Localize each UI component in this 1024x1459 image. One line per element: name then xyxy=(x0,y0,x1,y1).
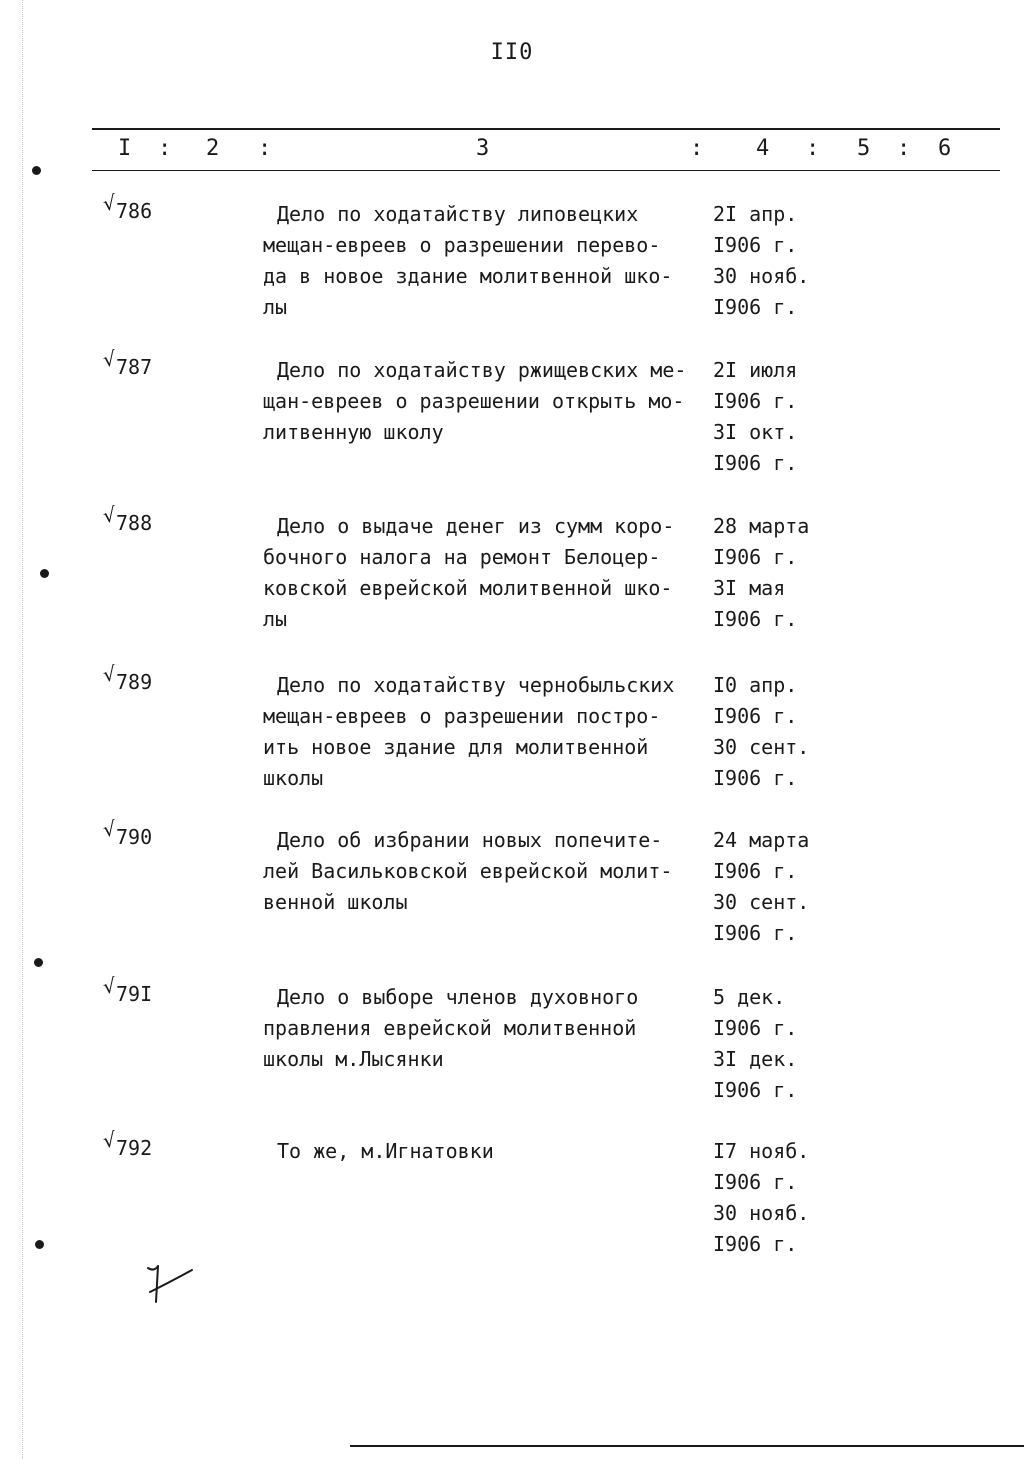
entry-title xyxy=(263,355,713,448)
checkmark-icon: √ xyxy=(101,1127,118,1153)
page-number: II0 xyxy=(490,40,534,65)
column-header-2: 2 xyxy=(206,136,220,161)
column-header-1: I xyxy=(118,136,132,161)
title-line: бочного налога на ремонт Белоцер- xyxy=(263,545,661,569)
title-line: лей Васильковской еврейской молит- xyxy=(263,859,673,883)
entry-dates xyxy=(713,670,853,794)
date-line: I906 г. xyxy=(713,545,798,569)
entry-title xyxy=(263,199,713,323)
entry-dates xyxy=(713,825,853,949)
date-line: I906 г. xyxy=(713,1078,798,1102)
title-line: ковской еврейской молитвенной шко- xyxy=(263,576,673,600)
date-line: I906 г. xyxy=(713,607,798,631)
entry-number: 79I xyxy=(116,982,153,1006)
entry-title xyxy=(263,982,713,1075)
entry-number: 792 xyxy=(116,1136,153,1160)
date-line: 30 сент. xyxy=(713,890,810,914)
checkmark-icon: √ xyxy=(101,502,118,528)
inventory-entry xyxy=(0,661,1024,810)
entry-number: 790 xyxy=(116,825,153,849)
date-line: 30 нояб. xyxy=(713,1201,810,1225)
column-separator: : xyxy=(158,136,172,161)
entry-dates xyxy=(713,982,853,1106)
entry-number: 787 xyxy=(116,355,153,379)
checkmark-icon: √ xyxy=(101,973,118,999)
title-line: правления еврейской молитвенной xyxy=(263,1016,637,1040)
title-line: щан-евреев о разрешении открыть мо- xyxy=(263,389,685,413)
header-top-rule xyxy=(92,128,1000,130)
inventory-entry xyxy=(0,1127,1024,1276)
entry-dates xyxy=(713,511,853,635)
title-line: ить новое здание для молитвенной xyxy=(263,735,649,759)
binder-hole-mark xyxy=(34,958,43,967)
title-line: школы xyxy=(263,766,324,790)
date-line: 30 нояб. xyxy=(713,264,810,288)
entry-number: 786 xyxy=(116,199,153,223)
title-line: лы xyxy=(263,295,288,319)
entry-title xyxy=(263,511,713,635)
date-line: 2I апр. xyxy=(713,202,798,226)
title-line: Дело по ходатайству ржищевских ме- xyxy=(277,358,687,382)
inventory-entry xyxy=(0,502,1024,651)
date-line: I906 г. xyxy=(713,859,798,883)
entry-dates xyxy=(713,355,853,479)
inventory-entry xyxy=(0,816,1024,965)
checkmark-icon: √ xyxy=(101,346,118,372)
column-separator: : xyxy=(690,136,704,161)
inventory-entry xyxy=(0,973,1024,1122)
title-line: мещан-евреев о разрешении постро- xyxy=(263,704,661,728)
entry-dates xyxy=(713,1136,853,1260)
title-line: школы м.Лысянки xyxy=(263,1047,444,1071)
handwritten-end-mark-icon xyxy=(140,1262,200,1312)
title-line: мещан-евреев о разрешении перево- xyxy=(263,233,661,257)
date-line: I906 г. xyxy=(713,1016,798,1040)
date-line: I906 г. xyxy=(713,1170,798,1194)
binder-hole-mark xyxy=(40,569,49,578)
checkmark-icon: √ xyxy=(101,816,118,842)
title-line: Дело о выдаче денег из сумм коро- xyxy=(277,514,675,538)
binder-hole-mark xyxy=(35,1240,44,1249)
column-header-3: 3 xyxy=(476,136,490,161)
title-line: Дело об избрании новых попечите- xyxy=(277,828,663,852)
title-line: да в новое здание молитвенной шко- xyxy=(263,264,673,288)
entry-number: 788 xyxy=(116,511,153,535)
date-line: I906 г. xyxy=(713,233,798,257)
footer-rule xyxy=(350,1445,1024,1447)
date-line: I0 апр. xyxy=(713,673,798,697)
date-line: 2I июля xyxy=(713,358,798,382)
date-line: I906 г. xyxy=(713,704,798,728)
entry-dates xyxy=(713,199,853,323)
entry-title xyxy=(263,670,713,794)
title-line: венной школы xyxy=(263,890,408,914)
date-line: I7 нояб. xyxy=(713,1139,810,1163)
column-separator: : xyxy=(897,136,911,161)
date-line: 5 дек. xyxy=(713,985,786,1009)
column-separator: : xyxy=(258,136,272,161)
entry-title xyxy=(263,825,713,918)
date-line: I906 г. xyxy=(713,766,798,790)
title-line: лы xyxy=(263,607,288,631)
date-line: 28 марта xyxy=(713,514,810,538)
date-line: I906 г. xyxy=(713,295,798,319)
date-line: 24 марта xyxy=(713,828,810,852)
entry-number: 789 xyxy=(116,670,153,694)
column-header-5: 5 xyxy=(857,136,871,161)
date-line: 3I окт. xyxy=(713,420,798,444)
date-line: 30 сент. xyxy=(713,735,810,759)
title-line: Дело по ходатайству чернобыльских xyxy=(277,673,675,697)
date-line: I906 г. xyxy=(713,921,798,945)
title-line: литвенную школу xyxy=(263,420,444,444)
date-line: I906 г. xyxy=(713,451,798,475)
binder-hole-mark xyxy=(32,166,41,175)
date-line: I906 г. xyxy=(713,1232,798,1256)
checkmark-icon: √ xyxy=(101,661,118,687)
date-line: 3I дек. xyxy=(713,1047,798,1071)
title-line: То же, м.Игнатовки xyxy=(277,1139,494,1163)
column-header-6: 6 xyxy=(938,136,952,161)
title-line: Дело о выборе членов духовного xyxy=(277,985,639,1009)
header-bottom-rule xyxy=(92,170,1000,171)
checkmark-icon: √ xyxy=(101,190,118,216)
entry-title xyxy=(263,1136,713,1167)
title-line: Дело по ходатайству липовецких xyxy=(277,202,639,226)
inventory-entry xyxy=(0,190,1024,339)
date-line: I906 г. xyxy=(713,389,798,413)
column-separator: : xyxy=(806,136,820,161)
column-header-4: 4 xyxy=(756,136,770,161)
inventory-entry xyxy=(0,346,1024,495)
date-line: 3I мая xyxy=(713,576,786,600)
